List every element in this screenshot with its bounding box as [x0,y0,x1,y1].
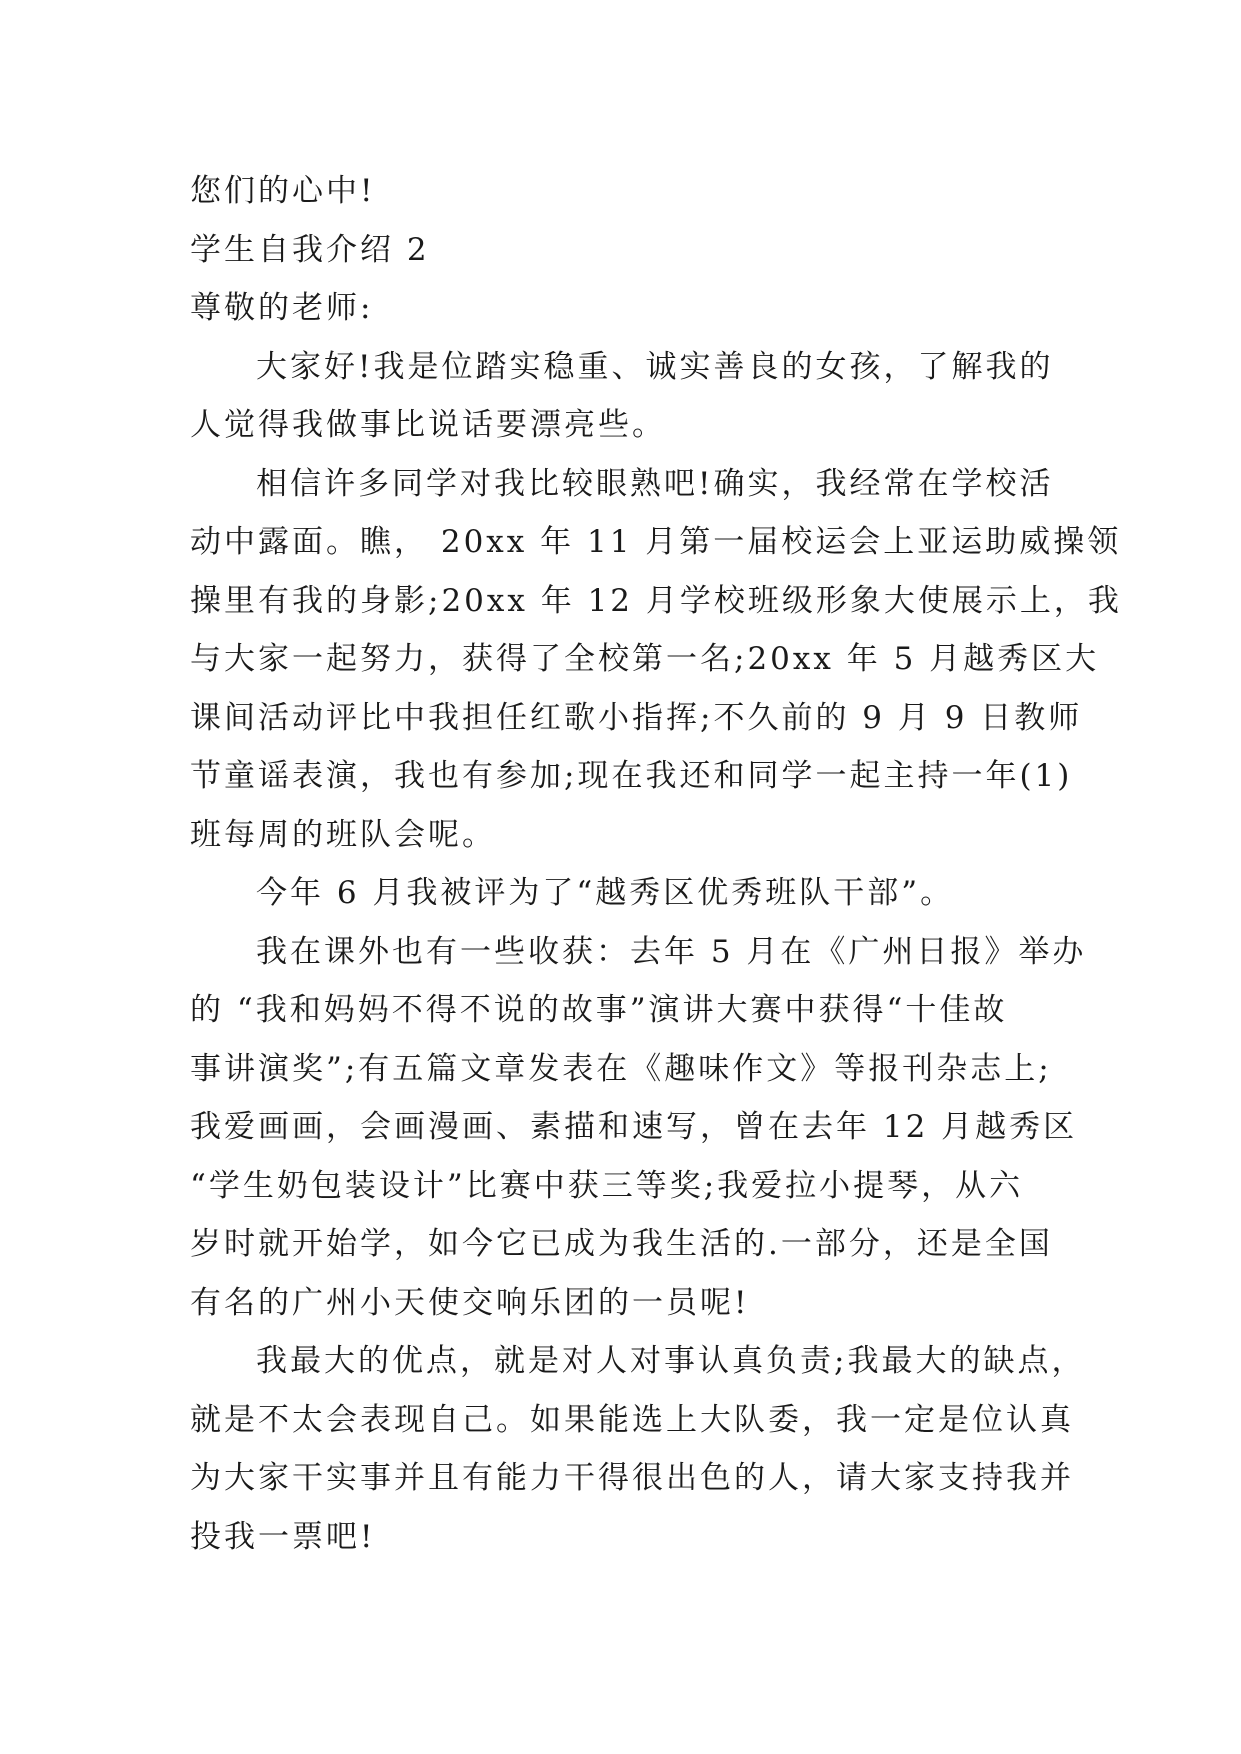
paragraph-4-line-7: 有名的广州小天使交响乐团的一员呢! [190,1284,750,1321]
paragraph-5-line-1: 我最大的优点，就是对人对事认真负责;我最大的缺点， [256,1343,1086,1379]
text-line: 您们的心中! [190,173,376,209]
paragraph-2-line-2: 动中露面。瞧， 20xx 年 11 月第一届校运会上亚运助威操领 [190,524,1122,560]
paragraph-2-line-3: 操里有我的身影;20xx 年 12 月学校班级形象大使展示上，我 [190,582,1122,619]
salutation: 尊敬的老师: [190,290,374,326]
paragraph-5-line-3: 为大家干实事并且有能力干得很出色的人，请大家支持我并 [190,1460,1074,1496]
paragraph-4-line-1: 我在课外也有一些收获：去年 5 月在《广州日报》举办 [256,933,1087,970]
paragraph-5-line-4: 投我一票吧! [190,1518,376,1555]
paragraph-4-line-2: 的 “我和妈妈不得不说的故事”演讲大赛中获得“十佳故 [190,992,1008,1028]
paragraph-1-line-1: 大家好!我是位踏实稳重、诚实善良的女孩，了解我的 [256,348,1054,385]
document-body [190,162,1122,1566]
paragraph-4-line-3: 事讲演奖”;有五篇文章发表在《趣味作文》等报刊杂志上; [190,1050,1052,1087]
paragraph-4-line-4: 我爱画画，会画漫画、素描和速写，曾在去年 12 月越秀区 [190,1109,1078,1145]
paragraph-2-line-7: 班每周的班队会呢。 [190,816,496,853]
paragraph-5-line-2: 就是不太会表现自己。如果能选上大队委，我一定是位认真 [190,1401,1074,1438]
paragraph-3-line-1: 今年 6 月我被评为了“越秀区优秀班队干部”。 [256,875,955,911]
paragraph-2-line-4: 与大家一起努力，获得了全校第一名;20xx 年 5 月越秀区大 [190,641,1100,677]
section-title: 学生自我介绍 2 [190,231,430,268]
paragraph-2-line-1: 相信许多同学对我比较眼熟吧!确实，我经常在学校活 [256,465,1054,502]
paragraph-2-line-5: 课间活动评比中我担任红歌小指挥;不久前的 9 月 9 日教师 [190,699,1083,736]
paragraph-2-line-6: 节童谣表演，我也有参加;现在我还和同学一起主持一年(1) [190,758,1073,794]
paragraph-4-line-5: “学生奶包装设计”比赛中获三等奖;我爱拉小提琴，从六 [190,1167,1024,1204]
paragraph-1-line-2: 人觉得我做事比说话要漂亮些。 [190,407,666,443]
paragraph-4-line-6: 岁时就开始学，如今它已成为我生活的.一部分，还是全国 [190,1226,1053,1262]
